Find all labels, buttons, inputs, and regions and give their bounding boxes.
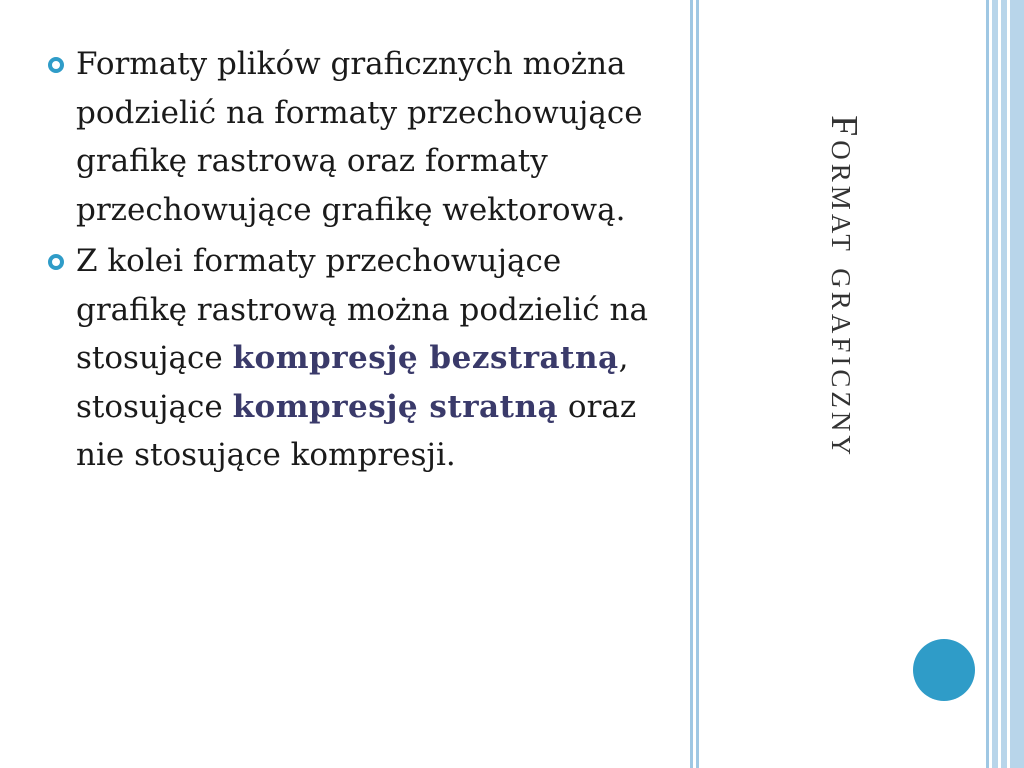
edge-stripe bbox=[992, 0, 998, 768]
emphasis-lossless: kompresję bezstratną bbox=[232, 340, 619, 376]
accent-circle bbox=[913, 639, 975, 701]
bullet-list bbox=[46, 40, 656, 480]
edge-stripe bbox=[1010, 0, 1024, 768]
bullet-ring-icon bbox=[48, 57, 64, 73]
edge-stripe bbox=[1001, 0, 1007, 768]
bullet-ring-icon bbox=[48, 254, 64, 270]
bullet-item bbox=[46, 40, 656, 234]
bullet-item bbox=[46, 237, 656, 480]
emphasis-lossy: kompresję stratną bbox=[232, 388, 559, 425]
slide-content bbox=[46, 40, 656, 483]
bullet-text: oraz nie stosujące kompresji. bbox=[76, 388, 637, 473]
divider-stripe bbox=[690, 0, 693, 768]
bullet-text: Z kolei formaty przechowujące grafikę rastrową można podzielić na stosujące bbox=[76, 243, 648, 376]
bullet-text: Formaty plików graficznych można podzielić na formaty przechowujące grafikę rastrową oraz formaty przechowujące grafikę wektorową. bbox=[76, 46, 643, 228]
bullet-text: , stosujące bbox=[76, 340, 629, 425]
slide-title: Format graficzny bbox=[823, 115, 865, 459]
edge-stripe bbox=[986, 0, 989, 768]
divider-stripe bbox=[696, 0, 699, 768]
